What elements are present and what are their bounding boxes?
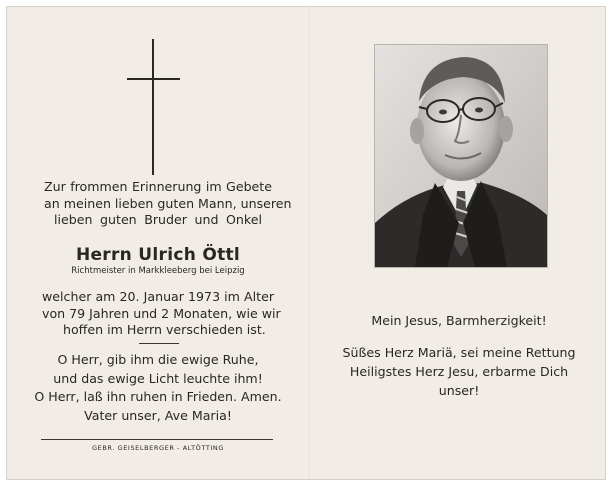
prayer-line: O Herr, gib ihm die ewige Ruhe, xyxy=(57,352,259,367)
prayer-line: O Herr, laß ihn ruhen in Frieden. Amen. xyxy=(34,389,282,404)
intro-line: an meinen lieben guten Mann, unseren xyxy=(44,195,292,211)
deceased-occupation: Richtmeister in Markkleeberg bei Leipzig xyxy=(71,266,245,276)
memorial-card xyxy=(6,6,606,480)
deceased-name: Herrn Ulrich Öttl xyxy=(75,245,241,265)
prayer-line: und das ewige Licht leuchte ihm! xyxy=(53,370,263,386)
footer-divider xyxy=(41,439,273,440)
death-line: hoffen im Herrn verschieden ist. xyxy=(63,322,266,337)
printer-imprint: GEBR. GEISELBERGER - ALTÖTTING xyxy=(91,444,225,452)
left-panel xyxy=(7,7,309,479)
divider xyxy=(139,343,179,344)
death-line: welcher am 20. Januar 1973 im Alter xyxy=(42,289,274,304)
cross-icon-bar xyxy=(127,78,180,80)
right-prayer xyxy=(311,343,607,400)
prayer-line: Heiligstes Herz Jesu, erbarme Dich xyxy=(349,364,569,379)
cross-icon xyxy=(152,39,154,175)
death-line: von 79 Jahren und 2 Monaten, wie wir xyxy=(42,305,281,321)
invocation: Mein Jesus, Barmherzigkeit! xyxy=(371,313,547,328)
prayer-line: unser! xyxy=(438,383,480,398)
intro-line: lieben guten Bruder und Onkel xyxy=(54,212,262,227)
death-text xyxy=(7,289,309,339)
right-panel xyxy=(311,7,607,479)
prayer-text xyxy=(7,351,309,425)
portrait-photo xyxy=(375,45,547,267)
intro-text xyxy=(7,179,309,229)
intro-line: Zur frommen Erinnerung im Gebete xyxy=(44,179,272,194)
prayer-line: Süßes Herz Mariä, sei meine Rettung xyxy=(342,345,576,360)
prayer-line: Vater unser, Ave Maria! xyxy=(84,407,232,423)
